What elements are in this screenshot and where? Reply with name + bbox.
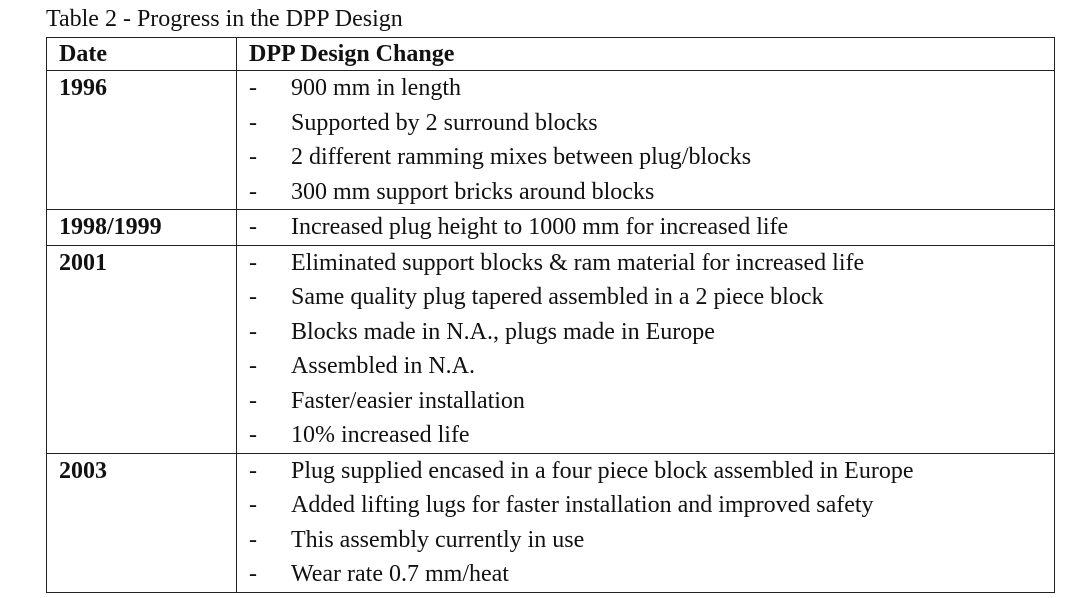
design-change-text: Supported by 2 surround blocks bbox=[291, 109, 598, 136]
design-change-text: Same quality plug tapered assembled in a 2 piece block bbox=[291, 284, 824, 310]
list-item bbox=[237, 557, 1054, 592]
dash-bullet: - bbox=[249, 526, 257, 553]
design-change-cell bbox=[237, 453, 1055, 592]
design-change-text: 2 different ramming mixes between plug/blocks bbox=[291, 144, 752, 170]
list-item bbox=[237, 523, 1054, 558]
list-item bbox=[237, 454, 1054, 489]
dash-bullet: - bbox=[249, 457, 257, 484]
list-item bbox=[237, 280, 1054, 315]
date-cell: 2001 bbox=[47, 245, 237, 453]
design-change-text: 900 mm in length bbox=[291, 75, 461, 101]
list-item bbox=[237, 175, 1054, 210]
dash-bullet: - bbox=[249, 422, 257, 448]
design-change-text: Plug supplied encased in a four piece block assembled in Europe bbox=[291, 457, 914, 484]
design-change-text: Added lifting lugs for faster installation and improved safety bbox=[291, 492, 874, 518]
list-item bbox=[237, 488, 1054, 523]
table-row bbox=[47, 453, 1055, 592]
table-row bbox=[47, 71, 1055, 210]
design-change-list bbox=[237, 454, 1054, 592]
dash-bullet: - bbox=[249, 249, 257, 276]
design-change-text: Eliminated support blocks & ram material for increased life bbox=[291, 249, 865, 276]
design-change-cell bbox=[237, 71, 1055, 210]
header-date: Date bbox=[47, 38, 237, 71]
list-item bbox=[237, 71, 1054, 106]
design-change-list bbox=[237, 71, 1054, 209]
table-caption: Table 2 - Progress in the DPP Design bbox=[46, 6, 403, 32]
list-item bbox=[237, 210, 1054, 245]
dpp-progress-table bbox=[46, 37, 1055, 593]
table-row bbox=[47, 245, 1055, 453]
date-cell: 1996 bbox=[47, 71, 237, 210]
design-change-cell bbox=[237, 245, 1055, 453]
list-item bbox=[237, 246, 1054, 281]
dash-bullet: - bbox=[249, 178, 257, 205]
date-cell: 1998/1999 bbox=[47, 210, 237, 246]
design-change-text: Wear rate 0.7 mm/heat bbox=[291, 561, 509, 587]
design-change-list bbox=[237, 210, 1054, 245]
list-item bbox=[237, 106, 1054, 141]
list-item bbox=[237, 140, 1054, 175]
list-item bbox=[237, 418, 1054, 453]
design-change-text: This assembly currently in use bbox=[291, 526, 585, 553]
list-item bbox=[237, 384, 1054, 419]
header-design-change: DPP Design Change bbox=[237, 38, 1055, 71]
design-change-text: 10% increased life bbox=[291, 422, 470, 448]
dash-bullet: - bbox=[249, 214, 257, 240]
design-change-list bbox=[237, 246, 1054, 453]
table-header-row bbox=[47, 38, 1055, 71]
design-change-text: Assembled in N.A. bbox=[291, 353, 475, 379]
design-change-text: 300 mm support bricks around blocks bbox=[291, 178, 655, 205]
design-change-cell bbox=[237, 210, 1055, 246]
dash-bullet: - bbox=[249, 75, 257, 101]
design-change-text: Increased plug height to 1000 mm for increased life bbox=[291, 214, 789, 240]
dash-bullet: - bbox=[249, 318, 257, 345]
dash-bullet: - bbox=[249, 109, 257, 136]
date-cell: 2003 bbox=[47, 453, 237, 592]
dash-bullet: - bbox=[249, 284, 257, 310]
design-change-text: Blocks made in N.A., plugs made in Europe bbox=[291, 318, 715, 345]
table-row bbox=[47, 210, 1055, 246]
dash-bullet: - bbox=[249, 561, 257, 587]
list-item bbox=[237, 349, 1054, 384]
list-item bbox=[237, 315, 1054, 350]
design-change-text: Faster/easier installation bbox=[291, 387, 525, 414]
dash-bullet: - bbox=[249, 353, 257, 379]
dash-bullet: - bbox=[249, 387, 257, 414]
dash-bullet: - bbox=[249, 144, 257, 170]
dash-bullet: - bbox=[249, 492, 257, 518]
